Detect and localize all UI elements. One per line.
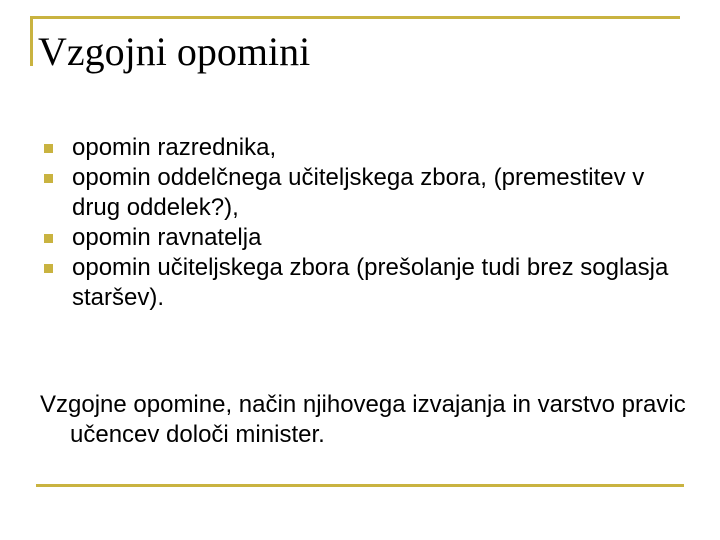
title-frame-left-rule: [30, 16, 33, 66]
bullet-text: opomin oddelčnega učiteljskega zbora, (premestitev v drug oddelek?),: [72, 164, 645, 221]
bullet-item: [42, 223, 682, 253]
bullet-list: [42, 133, 682, 313]
bullet-item: [42, 163, 682, 223]
bullet-item: [42, 253, 682, 313]
footer-rule: [36, 484, 684, 487]
bullet-text: opomin ravnatelja: [72, 224, 262, 251]
slide-title: Vzgojni opomini: [38, 29, 311, 74]
bullet-item: [42, 133, 682, 163]
title-frame-top-rule: [30, 16, 680, 19]
square-bullet-icon: [44, 144, 53, 153]
bullet-text: opomin razrednika,: [72, 134, 277, 161]
square-bullet-icon: [44, 234, 53, 243]
square-bullet-icon: [44, 264, 53, 273]
square-bullet-icon: [44, 174, 53, 183]
bullet-text: opomin učiteljskega zbora (prešolanje tudi brez soglasja staršev).: [72, 254, 669, 311]
closing-note: Vzgojne opomine, način njihovega izvajanja in varstvo pravic učencev določi minister.: [40, 391, 686, 448]
